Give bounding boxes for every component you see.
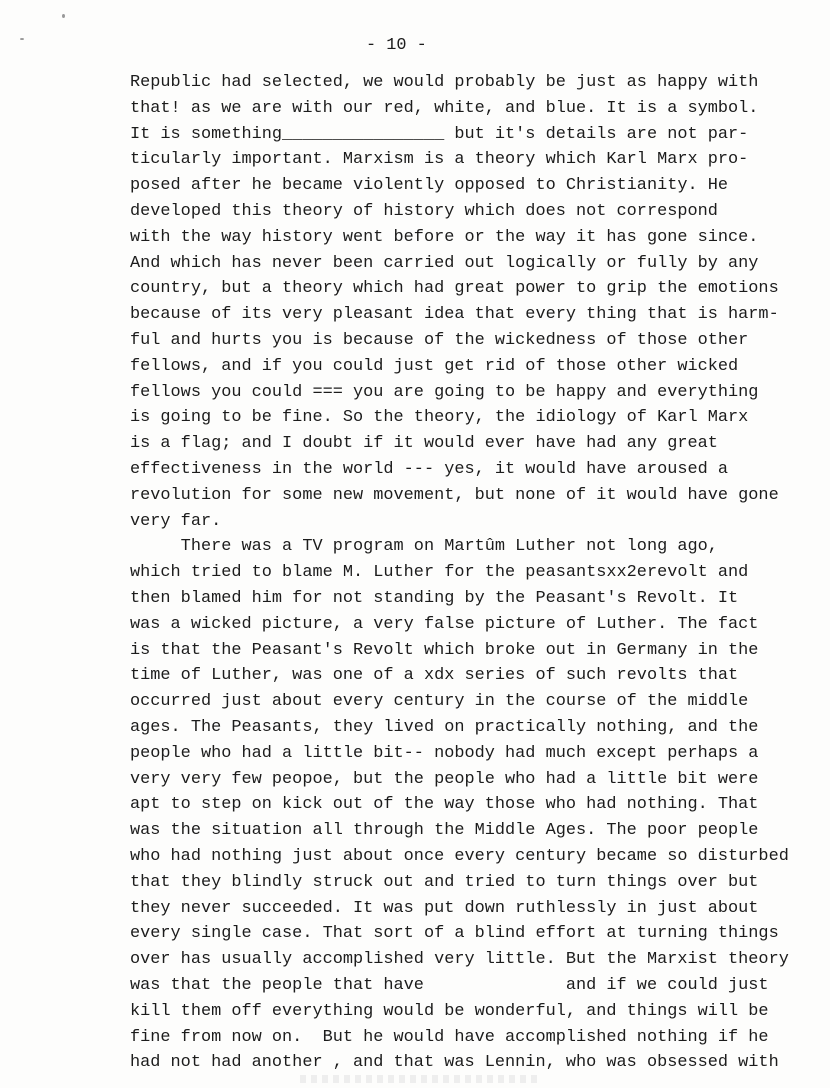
text-line: which tried to blame M. Luther for the peasantsxx2erevolt and: [130, 563, 749, 583]
text-line: ticularly important. Marxism is a theory which Karl Marx pro-: [130, 150, 749, 170]
text-line: revolution for some new movement, but none of it would have gone: [130, 485, 779, 505]
text-line: time of Luther, was one of a xdx series of such revolts that: [130, 666, 739, 686]
text-line: was that the people that have and if we could just: [130, 976, 769, 995]
text-line: It is something________________ but it's details are not par-: [130, 124, 749, 144]
text-line: apt to step on kick out of the way those who had nothing. That: [130, 795, 759, 815]
text-line: ages. The Peasants, they lived on practically nothing, and the: [130, 718, 759, 737]
text-line: then blamed him for not standing by the Peasant's Revolt. It: [130, 589, 739, 608]
text-line: ful and hurts you is because of the wickedness of those other: [130, 331, 749, 350]
text-line: fine from now on. But he would have accomplished nothing if he: [130, 1027, 769, 1047]
text-line: had not had another , and that was Lennin, who was obsessed with: [130, 1053, 779, 1073]
text-line: that! as we are with our red, white, and blue. It is a symbol.: [130, 98, 759, 118]
text-line: fellows, and if you could just get rid of those other wicked: [130, 356, 739, 376]
text-line: Republic had selected, we would probably be just as happy with: [130, 73, 759, 92]
page-number: - 10 -: [366, 36, 427, 55]
text-line: very very few peopoe, but the people who had a little bit were: [130, 769, 759, 789]
text-line: because of its very pleasant idea that every thing that is harm-: [130, 305, 779, 325]
text-line: is a flag; and I doubt if it would ever have had any great: [130, 434, 718, 454]
text-line: was a wicked picture, a very false picture of Luther. The fact: [130, 614, 759, 634]
text-line: very far.: [130, 511, 222, 531]
text-line: people who had a little bit-- nobody had much except perhaps a: [130, 743, 759, 763]
bleed-through-text: [300, 1075, 540, 1083]
text-line: developed this theory of history which does not correspond: [130, 202, 718, 221]
paper-speck: [20, 38, 24, 40]
text-line: every single case. That sort of a blind effort at turning things: [130, 924, 779, 944]
text-line: is going to be fine. So the theory, the idiology of Karl Marx: [130, 408, 749, 428]
text-line: was the situation all through the Middle Ages. The poor people: [130, 821, 759, 841]
text-line: fellows you could === you are going to be happy and everything: [130, 382, 759, 402]
text-line: with the way history went before or the way it has gone since.: [130, 227, 759, 247]
text-line: kill them off everything would be wonderful, and things will be: [130, 1001, 769, 1021]
text-line: is that the Peasant's Revolt which broke out in Germany in the: [130, 640, 759, 660]
text-line: that they blindly struck out and tried to turn things over but: [130, 872, 759, 892]
text-line: effectiveness in the world --- yes, it would have aroused a: [130, 460, 729, 479]
text-line: And which has never been carried out logically or fully by any: [130, 253, 759, 273]
text-line: occurred just about every century in the course of the middle: [130, 692, 749, 712]
text-line: over has usually accomplished very little. But the Marxist theory: [130, 950, 789, 970]
text-line: they never succeeded. It was put down ruthlessly in just about: [130, 898, 759, 918]
text-line: There was a TV program on Martûm Luther not long ago,: [130, 537, 718, 557]
text-line: who had nothing just about once every century became so disturbed: [130, 847, 789, 866]
text-line: posed after he became violently opposed to Christianity. He: [130, 176, 729, 196]
text-line: country, but a theory which had great power to grip the emotions: [130, 279, 779, 299]
paper-speck: [62, 14, 65, 18]
